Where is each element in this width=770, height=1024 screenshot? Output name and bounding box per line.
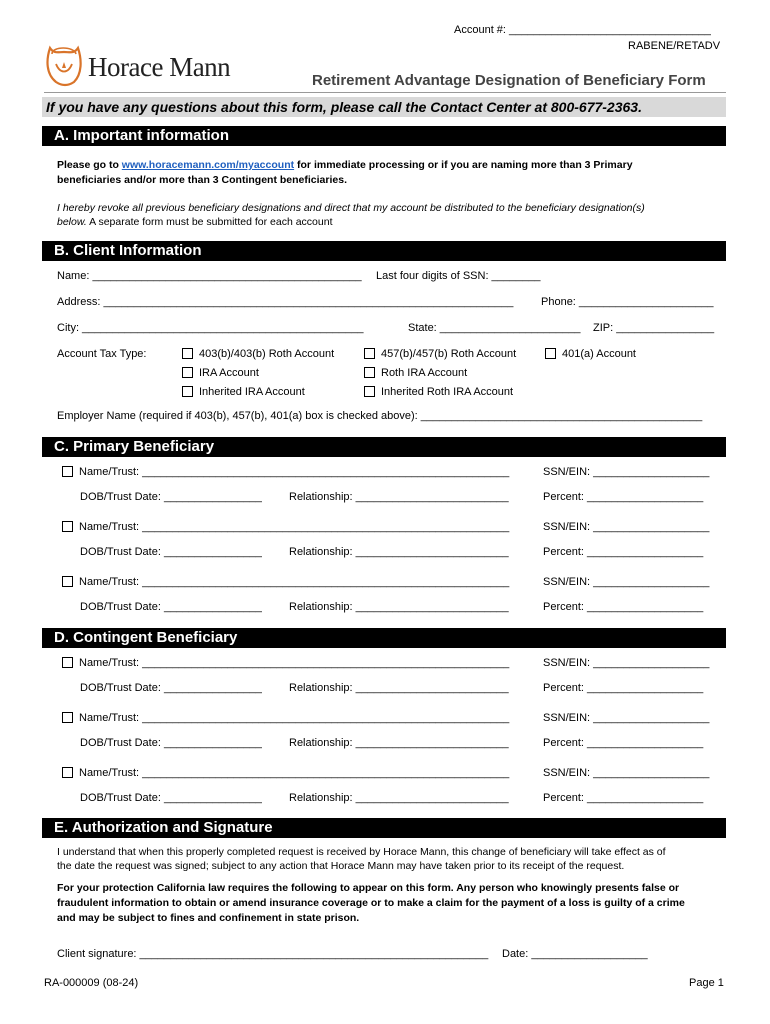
section-a-header: A. Important information xyxy=(42,126,726,146)
tax-option-roth-ira[interactable]: Roth IRA Account xyxy=(364,367,467,379)
dob-field[interactable]: DOB/Trust Date: ________________ xyxy=(80,737,262,749)
checkbox-icon[interactable] xyxy=(62,576,73,587)
checkbox-icon[interactable] xyxy=(62,712,73,723)
section-e-header: E. Authorization and Signature xyxy=(42,818,726,838)
authorization-text-line2: the date the request was signed; subject to any action that Horace Mann may have taken prior to its receipt of the request. xyxy=(57,860,625,872)
percent-field[interactable]: Percent: ___________________ xyxy=(543,682,704,694)
signature-date-field[interactable]: Date: ___________________ xyxy=(502,948,648,960)
title-rule xyxy=(44,92,726,93)
checkbox-icon[interactable] xyxy=(182,367,193,378)
section-a-para2: I hereby revoke all previous beneficiary designations and direct that my account be distributed to the beneficiary designation(s) xyxy=(57,202,645,214)
checkbox-icon[interactable] xyxy=(182,348,193,359)
california-notice: For your protection California law requires the following to appear on this form. Any person who knowingly presents false or xyxy=(57,882,680,894)
percent-field[interactable]: Percent: ___________________ xyxy=(543,546,704,558)
client-signature-field[interactable]: Client signature: _________________________________________________________ xyxy=(57,948,489,960)
section-d-header: D. Contingent Beneficiary xyxy=(42,628,726,648)
tax-type-label: Account Tax Type: xyxy=(57,348,147,360)
name-trust-field[interactable]: Name/Trust: ____________________________________________________________ xyxy=(62,466,509,478)
tax-option-inherited-ira[interactable]: Inherited IRA Account xyxy=(182,386,305,398)
ssn-ein-field[interactable]: SSN/EIN: ___________________ xyxy=(543,466,710,478)
account-number-field[interactable]: Account #: _________________________________ xyxy=(454,24,711,36)
state-field[interactable]: State: _______________________ xyxy=(408,322,581,334)
client-name-field[interactable]: Name: ____________________________________________ xyxy=(57,270,362,282)
authorization-text: I understand that when this properly completed request is received by Horace Mann, this change of beneficiary will take effect as of xyxy=(57,846,666,858)
percent-field[interactable]: Percent: ___________________ xyxy=(543,737,704,749)
checkbox-icon[interactable] xyxy=(62,521,73,532)
address-field[interactable]: Address: ___________________________________________________________________ xyxy=(57,296,514,308)
page-number: Page 1 xyxy=(689,977,724,989)
phone-field[interactable]: Phone: ______________________ xyxy=(541,296,714,308)
checkbox-icon[interactable] xyxy=(62,466,73,477)
percent-field[interactable]: Percent: ___________________ xyxy=(543,491,704,503)
tax-option-inherited-roth-ira[interactable]: Inherited Roth IRA Account xyxy=(364,386,513,398)
california-notice-line3: and may be subject to fines and confinement in state prison. xyxy=(57,912,360,924)
zip-field[interactable]: ZIP: ________________ xyxy=(593,322,715,334)
dob-field[interactable]: DOB/Trust Date: ________________ xyxy=(80,491,262,503)
form-number: RA-000009 (08-24) xyxy=(44,977,139,989)
checkbox-icon[interactable] xyxy=(62,767,73,778)
checkbox-icon[interactable] xyxy=(62,657,73,668)
section-a-para2-line2: below. A separate form must be submitted for each account xyxy=(57,216,333,228)
ssn-field[interactable]: Last four digits of SSN: ________ xyxy=(376,270,541,282)
contact-banner: If you have any questions about this form, please call the Contact Center at 800-677-2363. xyxy=(42,97,726,117)
percent-field[interactable]: Percent: ___________________ xyxy=(543,792,704,804)
tax-option-457b[interactable]: 457(b)/457(b) Roth Account xyxy=(364,348,516,360)
city-field[interactable]: City: ______________________________________________ xyxy=(57,322,364,334)
relationship-field[interactable]: Relationship: _________________________ xyxy=(289,792,509,804)
dob-field[interactable]: DOB/Trust Date: ________________ xyxy=(80,682,262,694)
tax-option-403b[interactable]: 403(b)/403(b) Roth Account xyxy=(182,348,334,360)
section-c-header: C. Primary Beneficiary xyxy=(42,437,726,457)
employer-name-field[interactable]: Employer Name (required if 403(b), 457(b), 401(a) box is checked above): ______________________________________________ xyxy=(57,410,703,422)
relationship-field[interactable]: Relationship: _________________________ xyxy=(289,546,509,558)
percent-field[interactable]: Percent: ___________________ xyxy=(543,601,704,613)
owl-logo-icon xyxy=(44,40,84,88)
checkbox-icon[interactable] xyxy=(364,348,375,359)
form-title: Retirement Advantage Designation of Beneficiary Form xyxy=(312,72,706,89)
dob-field[interactable]: DOB/Trust Date: ________________ xyxy=(80,601,262,613)
company-logo xyxy=(44,40,254,90)
name-trust-field[interactable]: Name/Trust: ____________________________________________________________ xyxy=(62,712,509,724)
relationship-field[interactable]: Relationship: _________________________ xyxy=(289,491,509,503)
name-trust-field[interactable]: Name/Trust: ____________________________________________________________ xyxy=(62,657,509,669)
checkbox-icon[interactable] xyxy=(364,386,375,397)
ssn-ein-field[interactable]: SSN/EIN: ___________________ xyxy=(543,767,710,779)
relationship-field[interactable]: Relationship: _________________________ xyxy=(289,601,509,613)
relationship-field[interactable]: Relationship: _________________________ xyxy=(289,682,509,694)
logo-wordmark: Horace Mann xyxy=(88,52,231,82)
ssn-ein-field[interactable]: SSN/EIN: ___________________ xyxy=(543,521,710,533)
california-notice-line2: fraudulent information to obtain or amend insurance coverage or to make a claim for the payment of a loss is guilty of a crime xyxy=(57,897,685,909)
section-a-para1-line2: beneficiaries and/or more than 3 Contingent beneficiaries. xyxy=(57,174,347,186)
tax-option-401a[interactable]: 401(a) Account xyxy=(545,348,636,360)
tax-option-ira[interactable]: IRA Account xyxy=(182,367,259,379)
section-a-para1: Please go to www.horacemann.com/myaccount for immediate processing or if you are naming more than 3 Primary xyxy=(57,159,633,171)
name-trust-field[interactable]: Name/Trust: ____________________________________________________________ xyxy=(62,767,509,779)
section-b-header: B. Client Information xyxy=(42,241,726,261)
form-code: RABENE/RETADV xyxy=(628,40,721,52)
relationship-field[interactable]: Relationship: _________________________ xyxy=(289,737,509,749)
ssn-ein-field[interactable]: SSN/EIN: ___________________ xyxy=(543,576,710,588)
checkbox-icon[interactable] xyxy=(364,367,375,378)
myaccount-link[interactable]: www.horacemann.com/myaccount xyxy=(121,159,295,171)
checkbox-icon[interactable] xyxy=(545,348,556,359)
name-trust-field[interactable]: Name/Trust: ____________________________________________________________ xyxy=(62,521,509,533)
checkbox-icon[interactable] xyxy=(182,386,193,397)
ssn-ein-field[interactable]: SSN/EIN: ___________________ xyxy=(543,712,710,724)
dob-field[interactable]: DOB/Trust Date: ________________ xyxy=(80,546,262,558)
dob-field[interactable]: DOB/Trust Date: ________________ xyxy=(80,792,262,804)
ssn-ein-field[interactable]: SSN/EIN: ___________________ xyxy=(543,657,710,669)
name-trust-field[interactable]: Name/Trust: ____________________________________________________________ xyxy=(62,576,509,588)
